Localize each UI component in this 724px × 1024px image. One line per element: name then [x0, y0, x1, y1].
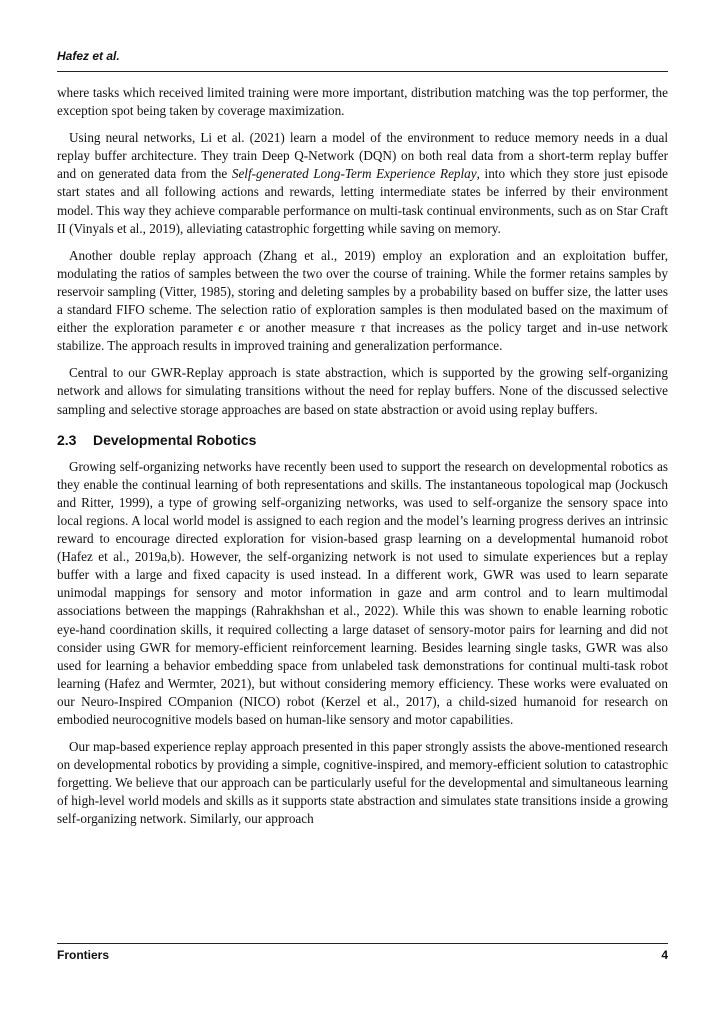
- paragraph-text: , into which they store just episode start states and all following actions and rewards, letting intermediate states be inferred by their environment model. This way they achieve comparable performance on multi-task continual environments, such as on Star Craft II (Vinyals et al., 2019), alleviating catastrophic forgetting while saving on memory.: [57, 166, 668, 236]
- paragraph-text: Using neural networks, Li et al. (2021) learn a model of the environment to reduce memory needs in a dual replay buffer architecture. They train Deep Q-Network (DQN) on both real data from a short-term replay buffer and on generated data from the: [57, 130, 668, 182]
- journal-name: Frontiers: [57, 948, 110, 962]
- section-number: 2.3: [57, 431, 77, 448]
- paragraph-map-based-replay: Our map-based experience replay approach presented in this paper strongly assists the above-mentioned research on developmental robotics by providing a simple, cognitive-inspired, and memory-efficient solution to catastrophic forgetting. We believe that our approach can be particularly useful for the developmental and simultaneous learning of high-level world models and skills as it supports state abstraction and simulates state transitions inside a growing self-organizing network. Similarly, our approach: [57, 739, 668, 827]
- section-title: Developmental Robotics: [93, 431, 257, 448]
- paragraph-text: Another double replay approach (Zhang et al., 2019) employ an exploration and an exploitation buffer, modulating the ratios of samples between the two over the course of training. While the former retains samples by reservoir sampling (Vitter, 1985), storing and deleting samples by a probability based on buffer size, the latter uses a standard FIFO scheme. The selection ratio of exploration samples is then modulated based on the maximum of either the exploration parameter: [57, 247, 668, 336]
- body-text: [57, 84, 668, 838]
- paragraph-double-replay: [57, 247, 668, 356]
- paragraph-text: that increases as the policy target and in-use network stabilize. The approach results in improved training and generalization performance.: [57, 320, 668, 354]
- paragraph-growing-networks: Growing self-organizing networks have recently been used to support the research on developmental robotics as they enable the continual learning of both representations and skills. The instantaneous topological map (Jockusch and Ritter, 1999), a type of growing self-organizing networks, was used to self-organize the sensory space into local regions. A local world model is assigned to each region and the model’s learning progress derives an intrinsic reward to encourage directed exploration for vision-based grasp learning on a developmental humanoid robot (Hafez et al., 2019a,b). However, the self-organizing network is not used to simulate experiences but a replay buffer with a large and fixed capacity is used instead. In a different work, GWR was used to learn separate unimodal mappings for sensory and motor information in gaze and arm control and to learn multimodal associations between the mappings (Rahrakhshan et al., 2022). While this was shown to enable learning robotic eye-hand coordination skills, it required collecting a large dataset of sensory-motor pairs for learning and did not consider using GWR for memory-efficient reinforcement learning. Besides learning single tasks, GWR was also used for learning a behavior embedding space from unlabeled task demonstrations for continual multi-task robot learning (Hafez and Wermter, 2021), but without considering memory efficiency. These works were evaluated on our Neuro-Inspired COmpanion (NICO) robot (Kerzel et al., 2017), a child-sized humanoid for research on embodied neurocognitive models based on human-like sensory and motor capabilities.: [57, 458, 668, 727]
- page-footer: [57, 948, 668, 962]
- running-head: Hafez et al.: [57, 49, 120, 63]
- header-rule: [57, 71, 668, 72]
- page-number: 4: [661, 948, 668, 962]
- section-heading: [57, 431, 668, 449]
- paragraph-gwr-replay: Central to our GWR-Replay approach is state abstraction, which is supported by the growing self-organizing network and allows for simulating transitions without the need for replay buffers. None of the discussed selective sampling and selective storage approaches are based on state abstraction or avoid using replay buffers.: [57, 365, 668, 417]
- emphasized-term: Self-generated Long-Term Experience Replay: [231, 166, 477, 182]
- paragraph-continuation: where tasks which received limited training were more important, distribution matching was the top performer, the exception spot being taken by coverage maximization.: [57, 85, 668, 119]
- footer-rule: [57, 943, 668, 944]
- math-epsilon: ϵ: [238, 320, 244, 336]
- paragraph-text: or another measure: [243, 320, 361, 336]
- math-tau: τ: [360, 320, 366, 336]
- paragraph-li-et-al: [57, 129, 668, 238]
